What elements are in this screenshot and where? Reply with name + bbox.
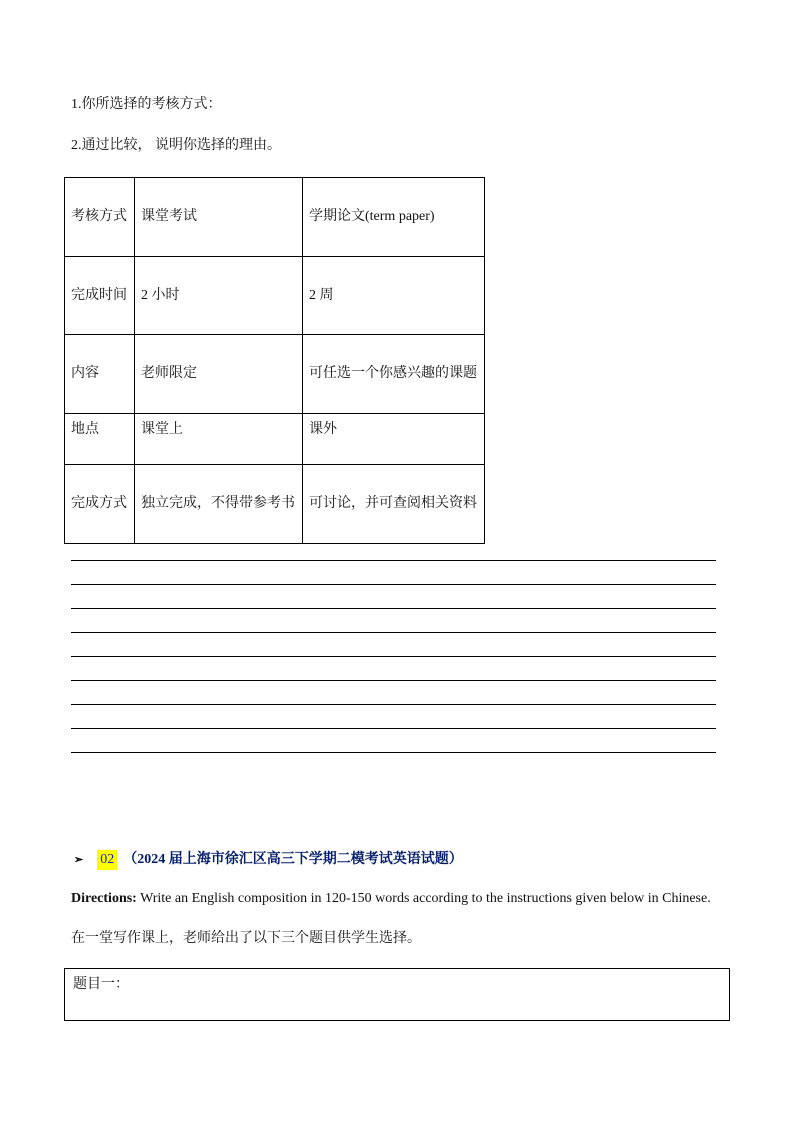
table-cell: 可任选一个你感兴趣的课题 xyxy=(303,335,485,414)
table-cell: 课外 xyxy=(303,414,485,465)
question-2: 2.通过比较， 说明你选择的理由。 xyxy=(71,138,281,153)
question-1: 1.你所选择的考核方式： xyxy=(71,97,222,112)
answer-line[interactable] xyxy=(71,680,716,681)
comparison-table xyxy=(64,177,485,544)
table-row xyxy=(65,178,485,257)
table-cell: 2 小时 xyxy=(135,257,303,335)
answer-line[interactable] xyxy=(71,704,716,705)
answer-line[interactable] xyxy=(71,608,716,609)
directions xyxy=(71,889,711,909)
answer-line[interactable] xyxy=(71,728,716,729)
table-row xyxy=(65,465,485,544)
table-cell: 完成方式 xyxy=(65,465,135,544)
answer-line[interactable] xyxy=(71,632,716,633)
directions-label: Directions: xyxy=(71,891,137,906)
topic-box xyxy=(64,968,730,1021)
table-cell: 考核方式 xyxy=(65,178,135,257)
table-cell: 地点 xyxy=(65,414,135,465)
question-source: （2024 届上海市徐汇区高三下学期二模考试英语试题） xyxy=(123,852,463,867)
table-cell: 2 周 xyxy=(303,257,485,335)
table-row xyxy=(65,335,485,414)
arrow-bullet-icon: ➢ xyxy=(74,854,84,866)
topic-1-label: 题目一： xyxy=(73,977,129,992)
table-cell: 完成时间 xyxy=(65,257,135,335)
table-row xyxy=(65,257,485,335)
table-cell: 内容 xyxy=(65,335,135,414)
answer-line[interactable] xyxy=(71,584,716,585)
section-heading xyxy=(74,850,463,870)
answer-line[interactable] xyxy=(71,752,716,753)
table-cell: 独立完成，不得带参考书 xyxy=(135,465,303,544)
table-row xyxy=(65,414,485,465)
table-cell: 学期论文(term paper) xyxy=(303,178,485,257)
table-cell: 课堂考试 xyxy=(135,178,303,257)
table-cell: 课堂上 xyxy=(135,414,303,465)
table-cell: 老师限定 xyxy=(135,335,303,414)
answer-line[interactable] xyxy=(71,560,716,561)
answer-line[interactable] xyxy=(71,656,716,657)
writing-intro: 在一堂写作课上，老师给出了以下三个题目供学生选择。 xyxy=(71,931,421,946)
table-cell: 可讨论，并可查阅相关资料 xyxy=(303,465,485,544)
directions-text: Write an English composition in 120-150 words according to the instructions given below in Chinese. xyxy=(136,891,711,906)
question-number: 02 xyxy=(97,850,117,870)
